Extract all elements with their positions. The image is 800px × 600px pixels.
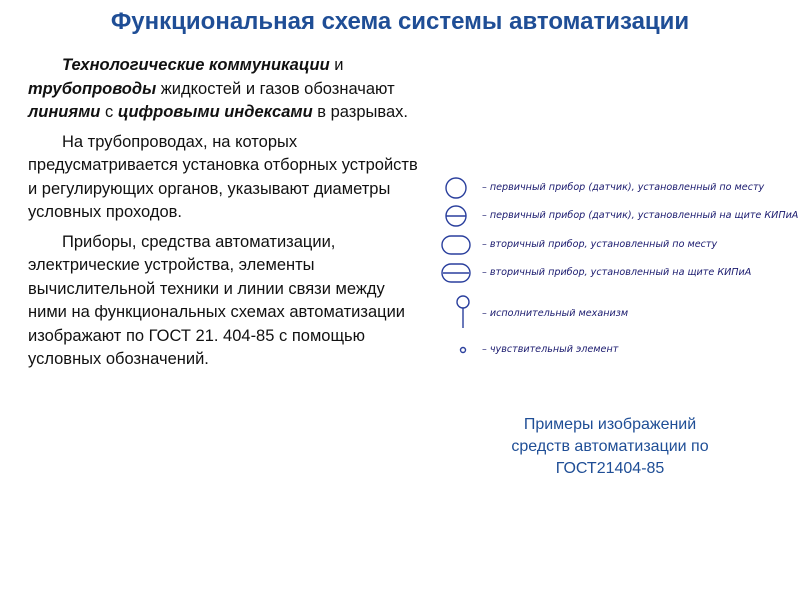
- term-lines: линиями: [28, 103, 101, 121]
- legend-label-secondary-local: – вторичный прибор, установленный по месту: [482, 239, 718, 250]
- body-text: [28, 54, 428, 378]
- paragraph-pipelines: На трубопроводах, на которых предусматривается установка отборных устройств и регулирующих органов, указывают диаметры условных проходов.: [28, 132, 418, 221]
- actuator-icon: [457, 296, 469, 328]
- rounded-rect-with-line-icon: [442, 264, 470, 282]
- paragraph-communications: Технологические коммуникации и трубопроводы жидкостей и газов обозначают линиями с цифровыми индексами в разрывах.: [28, 56, 408, 121]
- rounded-rect-icon: [442, 236, 470, 254]
- circle-with-line-icon: [446, 206, 466, 226]
- legend-label-actuator: – исполнительный механизм: [482, 308, 629, 319]
- legend-label-primary-local: – первичный прибор (датчик), установленный по месту: [482, 182, 765, 193]
- legend-label-sensing-element: – чувствительный элемент: [482, 344, 619, 355]
- legend-label-secondary-panel: – вторичный прибор, установленный на щите КИПиА: [482, 267, 752, 278]
- legend-label-primary-panel: – первичный прибор (датчик), установленный на щите КИПиА: [482, 210, 799, 221]
- slide-title: Функциональная схема системы автоматизации: [110, 8, 690, 35]
- circle-icon: [446, 178, 466, 198]
- paragraph-devices: Приборы, средства автоматизации, электрические устройства, элементы вычислительной техники и линии связи между ними на функциональных схемах автоматизации изображают по ГОСТ 21. 404-85 с помощью условных обозначений.: [28, 232, 406, 368]
- figure-caption: Примеры изображений средств автоматизации по ГОСТ21404-85: [511, 416, 709, 477]
- small-circle-icon: [461, 348, 466, 353]
- symbol-legend: [440, 168, 799, 368]
- term-digital-indices: цифровыми индексами: [117, 103, 313, 121]
- legend-symbols: [440, 168, 480, 368]
- term-communications: Технологические коммуникации: [62, 56, 330, 74]
- term-pipelines: трубопроводы: [28, 79, 157, 98]
